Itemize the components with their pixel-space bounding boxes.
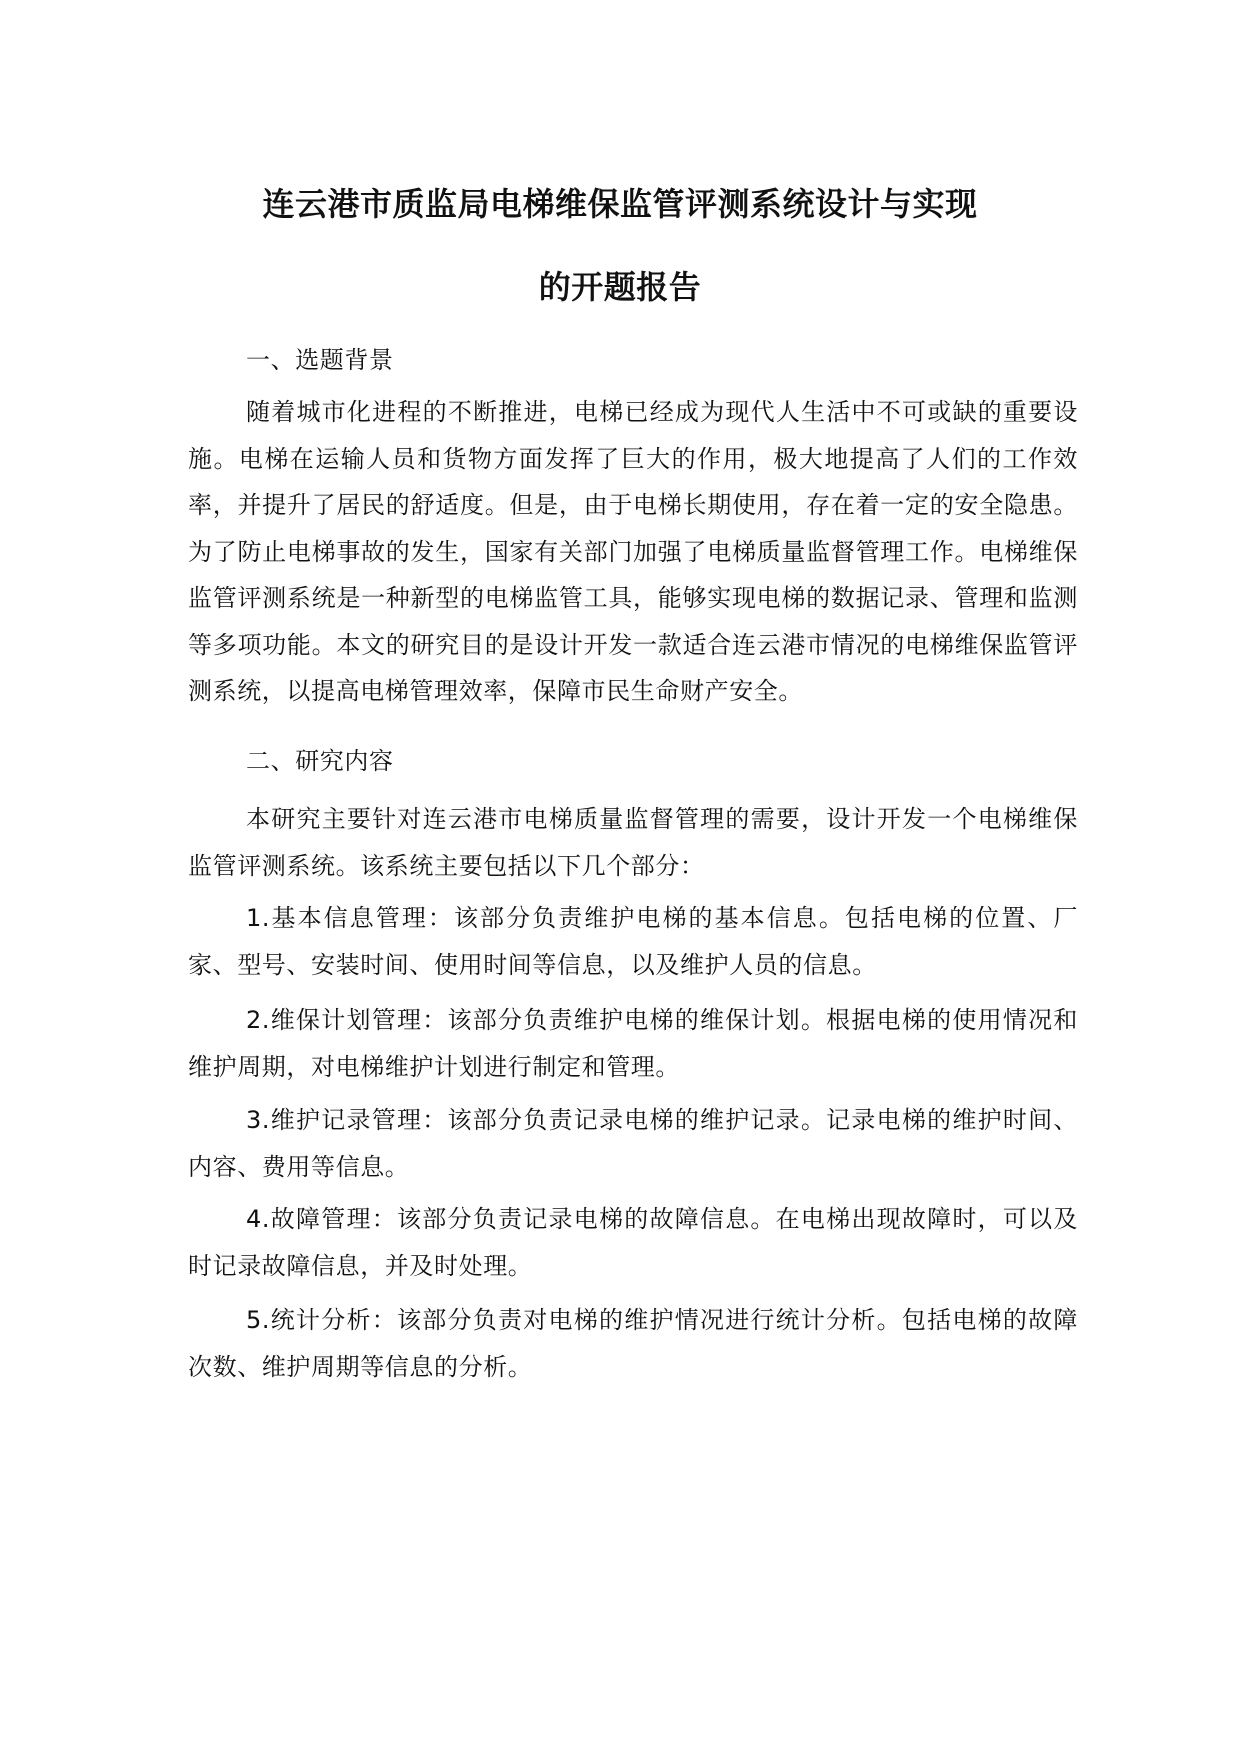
- list-item-basic-info: 1.基本信息管理：该部分负责维护电梯的基本信息。包括电梯的位置、厂家、型号、安装时间、使用时间等信息，以及维护人员的信息。: [188, 904, 1078, 979]
- section-paragraph-background: 随着城市化进程的不断推进，电梯已经成为现代人生活中不可或缺的重要设施。电梯在运输人员和货物方面发挥了巨大的作用，极大地提高了人们的工作效率，并提升了居民的舒适度。但是，由于电梯长期使用，存在着一定的安全隐患。为了防止电梯事故的发生，国家有关部门加强了电梯质量监督管理工作。电梯维保监管评测系统是一种新型的电梯监管工具，能够实现电梯的数据记录、管理和监测等多项功能。本文的研究目的是设计开发一款适合连云港市情况的电梯维保监管评测系统，以提高电梯管理效率，保障市民生命财产安全。: [188, 398, 1078, 705]
- list-item-maintenance-plan: 2.维保计划管理：该部分负责维护电梯的维保计划。根据电梯的使用情况和维护周期，对电梯维护计划进行制定和管理。: [188, 1006, 1078, 1081]
- document-title-line-2: 的开题报告: [538, 268, 702, 306]
- list-item-fault-management: 4.故障管理：该部分负责记录电梯的故障信息。在电梯出现故障时，可以及时记录故障信息，并及时处理。: [188, 1205, 1078, 1280]
- section-heading-research-content: 二、研究内容: [246, 747, 394, 775]
- list-item-maintenance-record: 3.维护记录管理：该部分负责记录电梯的维护记录。记录电梯的维护时间、内容、费用等信息。: [188, 1106, 1078, 1181]
- list-item-statistics: 5.统计分析：该部分负责对电梯的维护情况进行统计分析。包括电梯的故障次数、维护周期等信息的分析。: [188, 1306, 1078, 1381]
- section-paragraph-research-intro: 本研究主要针对连云港市电梯质量监督管理的需要，设计开发一个电梯维保监管评测系统。该系统主要包括以下几个部分：: [188, 805, 1078, 880]
- section-heading-background: 一、选题背景: [246, 346, 394, 374]
- document-title-line-1: 连云港市质监局电梯维保监管评测系统设计与实现: [262, 185, 978, 223]
